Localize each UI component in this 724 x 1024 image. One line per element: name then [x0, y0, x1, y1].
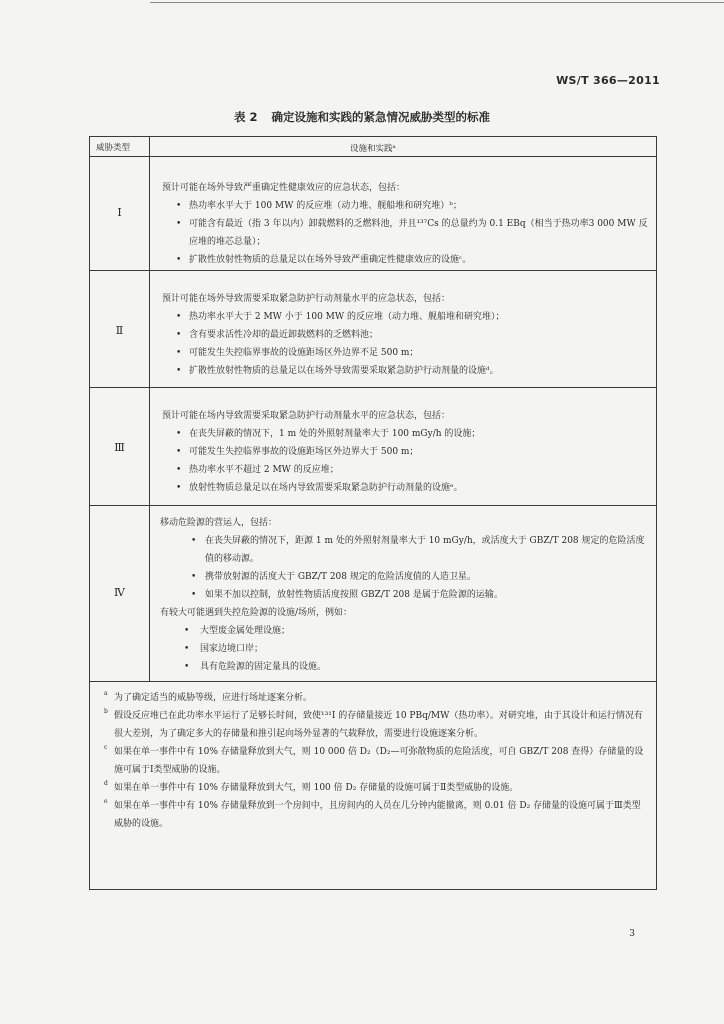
threat-type-label: Ⅳ [114, 586, 125, 599]
list-item: • 携带放射源的活度大于 GBZ/T 208 规定的危险活度值的人造卫星。 [160, 568, 650, 586]
bullet-icon: • [176, 312, 182, 322]
bullet-icon: • [191, 572, 197, 582]
row-content [162, 179, 650, 269]
row-lead-text: 移动危险源的营运人，包括： [160, 518, 278, 528]
bullet-icon: • [191, 590, 197, 600]
bullet-icon: • [176, 219, 182, 229]
footnote: a 为了确定适当的威胁等级，应进行场址逐案分析。 [90, 689, 656, 707]
table-row-category-4 [90, 506, 656, 682]
list-item: • 扩散性放射性物质的总量足以在场外导致严重确定性健康效应的设施ᶜ。 [162, 251, 650, 269]
table-title [0, 109, 724, 125]
row-content [162, 407, 650, 497]
footnote: b 假设反应堆已在此功率水平运行了足够长时间，致使¹³¹I 的存储量接近 10 PBq/MW（热功率）。对研究堆，由于其设计和运行情况有很大差别，为了确定多大的存储量和推引起向场外显著的气载释放，需要进行设施逐案分析。 [90, 707, 656, 743]
row-lead-text: 预计可能在场外导致严重确定性健康效应的应急状态，包括： [162, 183, 406, 193]
top-rule [150, 2, 724, 3]
threat-type-label: Ⅰ [117, 206, 122, 219]
table-row-category-2 [90, 271, 656, 388]
table-header-row [90, 137, 656, 157]
threat-type-label: Ⅲ [114, 441, 125, 454]
footnote-mark: b [104, 708, 108, 715]
column-header-threat-type: 威胁类型 [96, 143, 131, 153]
footnote: d 如果在单一事件中有 10% 存储量释放到大气，则 100 倍 D₂ 存储量的设施可属于Ⅱ类型威胁的设施。 [90, 779, 656, 797]
list-item: • 热功率水平大于 100 MW 的反应堆（动力堆、舰船堆和研究堆）ᵇ； [162, 197, 650, 215]
bullet-icon: • [191, 536, 197, 546]
list-item: • 扩散性放射性物质的总量足以在场外导致需要采取紧急防护行动剂量的设施ᵈ。 [162, 362, 650, 380]
table-number: 表 2 [233, 110, 258, 124]
list-item: • 含有要求活性冷却的最近卸载燃料的乏燃料池； [162, 326, 650, 344]
list-item: • 可能发生失控临界事故的设施距场区外边界大于 500 m； [162, 443, 650, 461]
threat-type-label: Ⅱ [115, 324, 124, 337]
table-row-category-3 [90, 388, 656, 506]
bullet-icon: • [176, 429, 182, 439]
bullet-icon: • [176, 201, 182, 211]
list-item: • 可能发生失控临界事故的设施距场区外边界不足 500 m； [162, 344, 650, 362]
footnote-mark: a [104, 690, 108, 697]
bullet-icon: • [176, 465, 182, 475]
bullet-icon: • [176, 348, 182, 358]
bullet-icon: • [176, 366, 182, 376]
bullet-icon: • [184, 626, 190, 636]
row-content [162, 290, 650, 380]
footnote-mark: e [104, 798, 108, 805]
row-lead-text: 预计可能在场外导致需要采取紧急防护行动剂量水平的应急状态，包括： [162, 294, 451, 304]
list-item: • 在丧失屏蔽的情况下，1 m 处的外照射剂量率大于 100 mGy/h 的设施； [162, 425, 650, 443]
table-row-category-1 [90, 156, 656, 271]
list-item: • 放射性物质总量足以在场内导致需要采取紧急防护行动剂量的设施ᵉ。 [162, 479, 650, 497]
standard-code: WS/T 366—2011 [556, 74, 660, 87]
list-item: • 热功率水平不超过 2 MW 的反应堆； [162, 461, 650, 479]
bullet-icon: • [176, 330, 182, 340]
list-item: • 具有危险源的固定量具的设施。 [160, 658, 650, 676]
bullet-icon: • [184, 644, 190, 654]
page-number: 3 [629, 929, 635, 939]
table-footnotes [90, 689, 656, 833]
list-item: • 如果不加以控制，放射性物质活度按照 GBZ/T 208 是属于危险源的运输。 [160, 586, 650, 604]
footnote-mark: c [104, 744, 108, 751]
threat-category-table [89, 136, 657, 890]
list-item: • 国家边境口岸； [160, 640, 650, 658]
bullet-icon: • [176, 255, 182, 265]
bullet-icon: • [176, 483, 182, 493]
row-content [160, 514, 650, 676]
table-title-text: 确定设施和实践的紧急情况威胁类型的标准 [271, 110, 490, 124]
column-header-facility: 设施和实践ᵃ [350, 144, 396, 154]
bullet-icon: • [184, 662, 190, 672]
bullet-icon: • [176, 447, 182, 457]
list-item: • 可能含有最近（指 3 年以内）卸载燃料的乏燃料池，并且¹³⁷Cs 的总量约为 0.1 EBq（相当于热功率3 000 MW 反应堆的堆芯总量）； [162, 215, 650, 251]
footnote: e 如果在单一事件中有 10% 存储量释放到一个房间中，且房间内的人员在几分钟内能撤离，则 0.01 倍 D₂ 存储量的设施可属于Ⅲ类型威胁的设施。 [90, 797, 656, 833]
list-item: • 大型废金属处理设施； [160, 622, 650, 640]
footnote: c 如果在单一事件中有 10% 存储量释放到大气，则 10 000 倍 D₂（D₂—可弥散物质的危险活度，可自 GBZ/T 208 查得）存储量的设施可属于Ⅰ类型威胁的设施。 [90, 743, 656, 779]
footnote-mark: d [104, 780, 108, 787]
list-item: • 热功率水平大于 2 MW 小于 100 MW 的反应堆（动力堆、舰船堆和研究堆）； [162, 308, 650, 326]
row-lead-text: 预计可能在场内导致需要采取紧急防护行动剂量水平的应急状态，包括： [162, 411, 451, 421]
list-item: • 在丧失屏蔽的情况下，距源 1 m 处的外照射剂量率大于 10 mGy/h，或活度大于 GBZ/T 208 规定的危险活度值的移动源。 [160, 532, 650, 568]
row-lead-text-2: 有较大可能遇到失控危险源的设施/场所，例如： [160, 608, 353, 618]
